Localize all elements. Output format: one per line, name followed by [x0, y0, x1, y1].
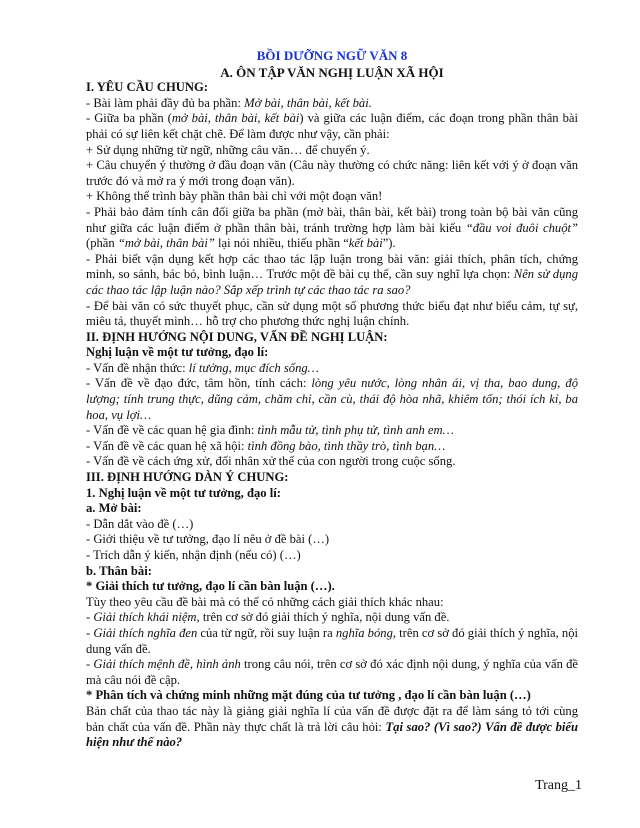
part-title: A. ÔN TẬP VĂN NGHỊ LUẬN XÃ HỘI: [220, 64, 444, 80]
subheading: 1. Nghị luận về một tư tưởng, đạo lí:: [86, 485, 281, 500]
paragraph: - Bài làm phải đầy đủ ba phần: Mở bài, thân bài, kết bài.: [86, 95, 372, 110]
list-item: - Giải thích mệnh đề, hình ảnh trong câu nói, trên cơ sở đó xác định nội dung, ý nghĩa của vấn đề mà câu nói đề cập.: [86, 657, 579, 687]
list-item: - Trích dẫn ý kiến, nhận định (nếu có) (…): [86, 548, 301, 562]
subheading: * Phân tích và chứng minh những mặt đúng của tư tưởng , đạo lí cần bàn luận (…): [86, 688, 531, 703]
paragraph: - Phải bảo đảm tính cân đối giữa ba phần (mở bài, thân bài, kết bài) trong toàn bộ bài văn cũng như giữa các luận điểm ở phần thân bài, tránh trường hợp làm bài kiểu “đầu voi đuôi chuột” (phần “mở bài, thân bài” lại nói nhiều, thiếu phần “kết bài”).: [86, 204, 578, 251]
list-item: - Giải thích nghĩa đen của từ ngữ, rồi suy luận ra nghĩa bóng, trên cơ sở đó giải thích ý nghĩa, nội dung vấn đề.: [86, 625, 578, 656]
section-heading-1: I. YÊU CẦU CHUNG:: [86, 80, 208, 95]
paragraph: + Câu chuyển ý thường ở đầu đoạn văn (Câu này thường có chức năng: liên kết với ý ở đoạn văn trước đó và mở ra ý mới trong đoạn văn).: [86, 158, 578, 188]
section-heading-2: II. ĐỊNH HƯỚNG NỘI DUNG, VẤN ĐỀ NGHỊ LUẬN:: [86, 329, 388, 344]
paragraph: Tùy theo yêu cầu đề bài mà có thể có những cách giải thích khác nhau:: [86, 594, 444, 609]
list-item: - Giới thiệu về tư tưởng, đạo lí nêu ở đề bài (…): [86, 532, 330, 547]
paragraph: + Sử dụng những từ ngữ, những câu văn… để chuyển ý.: [86, 142, 370, 157]
list-item: - Giải thích khái niệm, trên cơ sở đó giải thích ý nghĩa, nội dung vấn đề.: [86, 610, 450, 625]
paragraph: - Để bài văn có sức thuyết phục, cần sử dụng một số phương thức biểu đạt như biểu cảm, tự sự, miêu tả, thuyết minh… hỗ trợ cho phương thức nghị luận chính.: [86, 298, 578, 329]
paragraph: - Giữa ba phần (mở bài, thân bài, kết bài) và giữa các luận điểm, các đoạn trong phần thân bài phải có sự liên kết chặt chẽ. Để làm được như vậy, cần phải:: [86, 111, 579, 141]
document-title: BỒI DƯỠNG NGỮ VĂN 8: [256, 48, 408, 63]
subheading: a. Mở bài:: [86, 501, 142, 516]
section-heading-3: III. ĐỊNH HƯỚNG DÀN Ý CHUNG:: [86, 470, 289, 485]
paragraph: + Không thể trình bày phần thân bài chỉ với một đoạn văn!: [86, 189, 383, 204]
list-item: - Vấn đề về đạo đức, tâm hồn, tính cách: lòng yêu nước, lòng nhân ái, vị tha, bao dung, độ lượng; tính trung thực, dũng cảm, chăm chỉ, cần cù, thái độ hòa nhã, khiêm tốn; thói ích kỉ, ba hoa, vụ lợi…: [86, 376, 578, 422]
paragraph: - Phải biết vận dụng kết hợp các thao tác lập luận trong bài văn: giải thích, phân tích, chứng minh, so sánh, bác bỏ, bình luận… Trước một đề bài cụ thể, cần suy nghĩ lựa chọn: Nên sử dụng các thao tác lập luận nào? Sắp xếp trình tự các thao tác ra sao?: [86, 251, 578, 297]
list-item: - Vấn đề nhận thức: lí tưởng, mục đích sống…: [86, 360, 319, 375]
subheading: * Giải thích tư tưởng, đạo lí cần bàn luận (…).: [86, 579, 335, 594]
subheading: b. Thân bài:: [86, 563, 152, 578]
document-body: [86, 48, 578, 751]
subheading: Nghị luận về một tư tưởng, đạo lí:: [86, 345, 269, 360]
paragraph: Bản chất của thao tác này là giảng giải nghĩa lí của vấn đề được đặt ra để làm sáng tỏ tới cùng bản chất của vấn đề. Phần này thực chất là trả lời câu hỏi: Tại sao? (Vì sao?) Vấn đề được biểu hiện như thế nào?: [86, 703, 578, 750]
list-item: - Vấn đề về các quan hệ gia đình: tình mẫu tử, tình phụ tử, tình anh em…: [86, 423, 454, 438]
list-item: - Vấn đề về cách ứng xử, đối nhân xử thế của con người trong cuộc sống.: [86, 454, 456, 469]
page-footer: Trang_1: [535, 778, 582, 793]
list-item: - Dẫn dắt vào đề (…): [86, 516, 194, 531]
list-item: - Vấn đề về các quan hệ xã hội: tình đồng bào, tình thầy trò, tình bạn…: [86, 438, 446, 453]
